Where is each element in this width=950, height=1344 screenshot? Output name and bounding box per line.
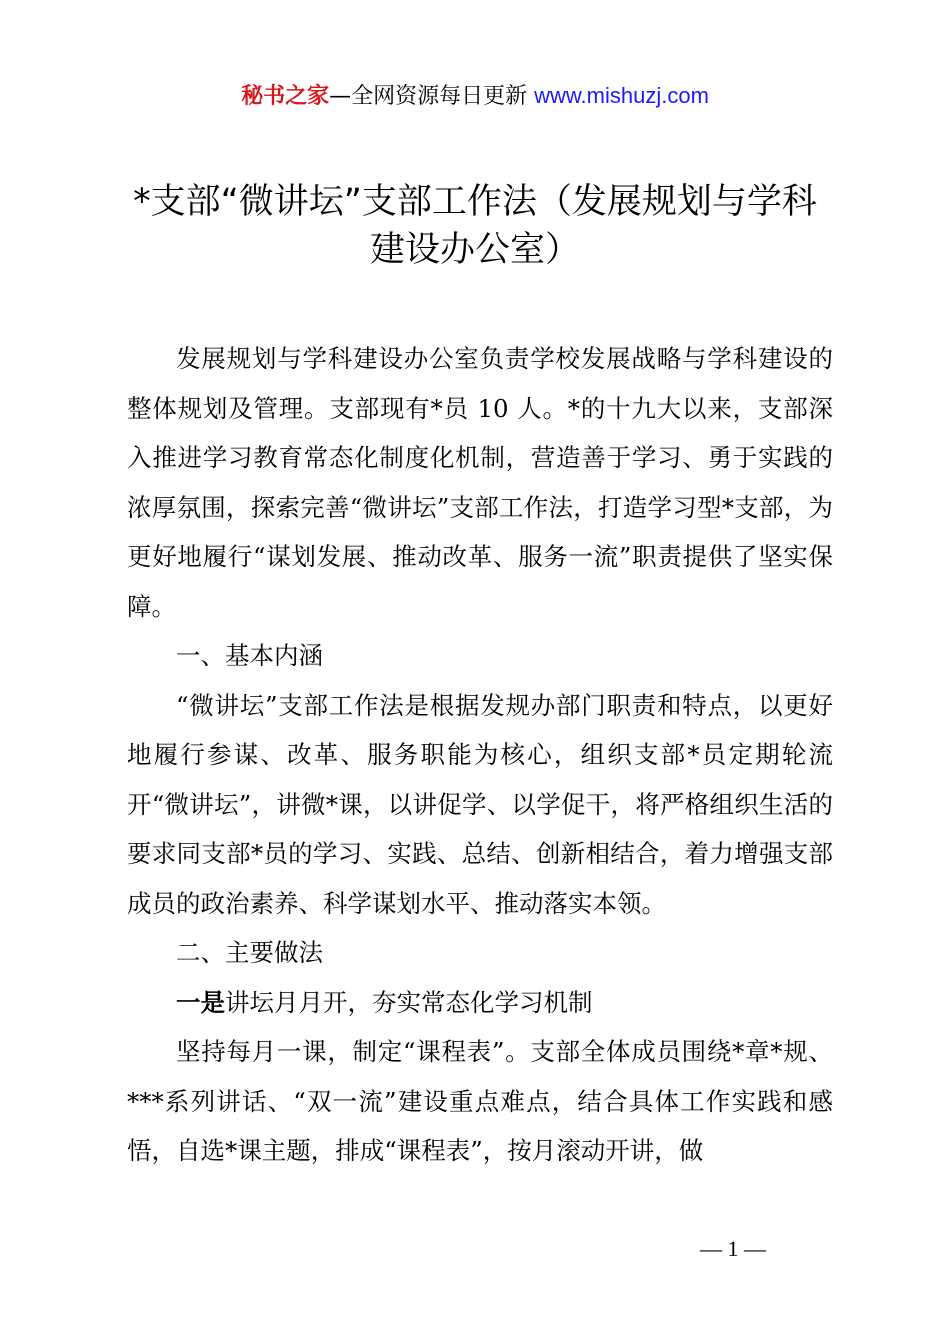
subheading-lead: 一是 — [176, 987, 225, 1017]
document-body — [127, 334, 833, 1176]
basic-content-paragraph: “微讲坛”支部工作法是根据发规办部门职责和特点，以更好地履行参谋、改革、服务职能为核心，组织支部*员定期轮流开“微讲坛”，讲微*课，以讲促学、以学促干，将严格组织生活的要求同支部*员的学习、实践、总结、创新相结合，着力增强支部成员的政治素养、科学谋划水平、推动落实本领。 — [127, 690, 833, 918]
page-number: — 1 — — [700, 1236, 766, 1261]
section-heading-practice: 二、主要做法 — [176, 938, 323, 967]
practice-paragraph: 坚持每月一课，制定“课程表”。支部全体成员围绕*章*规、***系列讲话、“双一流”建设重点难点，结合具体工作实践和感悟，自选*课主题，排成“课程表”，按月滚动开讲，做 — [127, 1037, 833, 1165]
section-heading-basic: 一、基本内涵 — [176, 641, 323, 670]
brand-name: 秘书之家 — [241, 84, 330, 109]
subheading-one — [127, 978, 833, 1028]
intro-paragraph: 发展规划与学科建设办公室负责学校发展战略与学科建设的整体规划及管理。支部现有*员 10 人。*的十九大以来，支部深入推进学习教育常态化制度化机制，营造善于学习、勇于实践的浓厚氛围，探索完善“微讲坛”支部工作法，打造学习型*支部，为更好地履行“谋划发展、推动改革、服务一流”职责提供了坚实保障。 — [127, 344, 833, 621]
header-tagline: —全网资源每日更新 — [329, 84, 528, 109]
document-title: *支部“微讲坛”支部工作法（发展规划与学科建设办公室） — [133, 182, 817, 270]
site-header — [0, 80, 950, 113]
subheading-text: 讲坛月月开，夯实常态化学习机制 — [225, 987, 593, 1017]
site-url[interactable]: www.mishuzj.com — [534, 83, 709, 108]
